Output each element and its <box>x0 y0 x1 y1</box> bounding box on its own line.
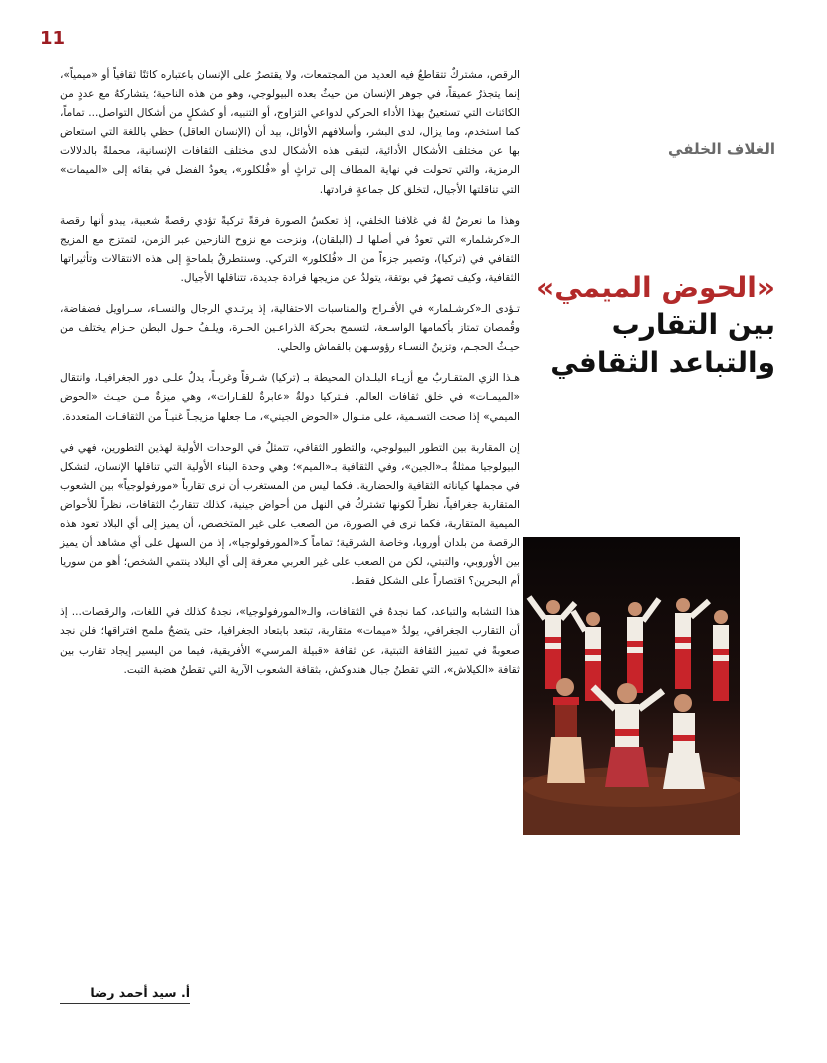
paragraph-4: هـذا الزي المتقـاربُ مع أزيـاء البلـدان المحيطة بـ (تركيا) شـرقاً وغربـاً، يدلُ علـى دور الجغرافيـا، وانتقال «الميمـات» في خلق ثقافات العالم. فـتركيا دولةٌ «عابرةٌ للقـارات»، وهي ميزةٌ مـن حيـث «الحوض الميمي» إذا صحت التسـمية، على منـوال «الحوض الجيني»، مـا جعلها مزيجـاً غنيـاً من الثقافـات المتعددة. <box>60 372 520 423</box>
paragraph-6: هذا التشابه والتباعد، كما نجدهُ في الثقافات، والـ«المورفولوجيا»، نجدهُ كذلك في اللغات، والرقصات... إذ أن التقارب الجغرافي، يولدُ «ميمات» متقاربة، تبتعد بابتعاد الجغرافيا، حتى يتضحُ ملمح افتراقها؛ فلن نجد صعوبةً في تمييز الثقافة التبتية، عن ثقافة «قبيلة المرسي» الأفريقية، فيما من اليسير إيجاد تقارب بين ثقافة «الكيلاش»، التي تقطنُ جبال هندوكش، بثقافة الشعوب الآرية التي تقطنُ هضبة التبت. <box>60 606 520 676</box>
paragraph-3: تـؤدى الـ«كرشـلمار» في الأفـراح والمناسبات الاحتفالية، إذ يرتـدي الرجال والنسـاء، سـراويل فضفاضة، وقُمصان تمتاز بأكمامها الواسـعة، لتسمح بحركة الذراعـين الحـرة، ويلـفُ حـول البطن حـزام يختلف من حيـثُ الحجـم، وتزينُ النسـاء رؤوسـهن بالقماش والحلي. <box>60 303 520 354</box>
section-label: الغلاف الخلفي <box>668 140 775 158</box>
folk-dance-photo <box>523 537 740 835</box>
dancers-illustration <box>523 537 740 835</box>
author-signature: أ. سيد أحمد رضا <box>60 985 190 1004</box>
paragraph-1: الرقص، مشتركٌ تتقاطعُ فيه العديد من المجتمعات، ولا يقتصرُ على الإنسان باعتباره كائنًا ثقافياً أو «ميمياً»، إنما يتجذرُ عميقاً، في جوهر الإنسان من حيثُ بعده البيولوجي، وهو من هذه الناحية؛ يتشاركهُ مع عددٍ من الكائنات التي تستعينُ بهذا الأداء الحركي لدواعي التزاوج، أو التنبيه، أو كشكلٍ من أشكال التواصل... تماماً، كما استخدم، وما يزال، لدى البشر، وأسلافهم الأوائل، بيد أن (الإنسان العاقل) حظي باللغة التي استعاض بها عن مختلف الأشكال الأدائية، لتبقى هذه الأشكال لدى مختلف الثقافات الإنسانية، محملةً بالدلالات الرمزية، والتي تحولت في نهاية المطاف إلى تراثٍ أو «فُلكلور»، يعودُ الفضل في بقائه إلى «الميمات» التي تناقلتها الأجيال، لتخلق كل جماعةٍ فرادتها. <box>60 69 520 196</box>
article-body <box>60 66 520 1026</box>
title-line-2: بين التقارب <box>611 308 775 341</box>
paragraph-2: وهذا ما نعرضُ لهُ في غلافنا الخلفي، إذ تعكسُ الصورة فرقةً تركيةً تؤدي رقصةً شعبية، يبدو أنها رقصة الـ«كرشلمار» التي تعودُ في أصلها لـ (البلقان)، ونزحت مع نزوح النازحين عبر الزمن، لتمتزج مع المزيج الثقافي في (تركيا)، وتصير جزءاً من الـ «فُلكلور» التركي. وسنتطرقُ بلماحةٍ إلى هذه الانتقالات وتأثيراتها الثقافية، وكيف تصهرُ في بوتقة، يتولدُ عن مزيجها فرادة جديدة، تتناقلها الأجيال. <box>60 214 520 284</box>
sidebar-title-block <box>525 140 775 382</box>
page-number: 11 <box>40 28 66 49</box>
back-row-trousers <box>545 649 729 701</box>
front-row-dancers <box>547 678 705 789</box>
title-highlight: «الحوض الميمي» <box>536 271 775 304</box>
paragraph-5: إن المقاربة بين التطور البيولوجي، والتطور الثقافي، تتمثلُ في الوحدات الأولية لهذين التطورين، فهي في البيولوجيا ممثلةٌ بـ«الجين»، وفي الثقافية بـ«الميم»؛ وهي وحدة البناء الأولية التي تناقلها الإنسان، لتشكل في مجملها كياناته الثقافية والحضارية. فكما ليس من المستغرب أن نرى تقارباً «مورفولوجياً» بين الشعوب المتقاربة جغرافياً، نظراً لكونها تشتركُ في النهل من أحواض جينية، كذلك تتقاربُ الثقافات، نظراً للأحواض الميمية المتقاربة، فكما نرى في الصورة، من الصعب على غير المتخصص، أن يميز إلى أي البلاد تعود هذه الرقصة من بلدان أوروبا، وخاصة الشرقية؛ تماماً كـ«المورفولوجيا»، إذ من السهل على أي مشاهد أن يميز بين الأوروبي، والتبتي، لكن من الصعب على غير العربي معرفة إلى أي البلاد ينتمي الشخص؛ أهو من سوريا أم البحرين؟ اقتصاراً على الشكل فقط. <box>60 441 520 588</box>
title-line-3: والتباعد الثقافي <box>550 346 775 379</box>
